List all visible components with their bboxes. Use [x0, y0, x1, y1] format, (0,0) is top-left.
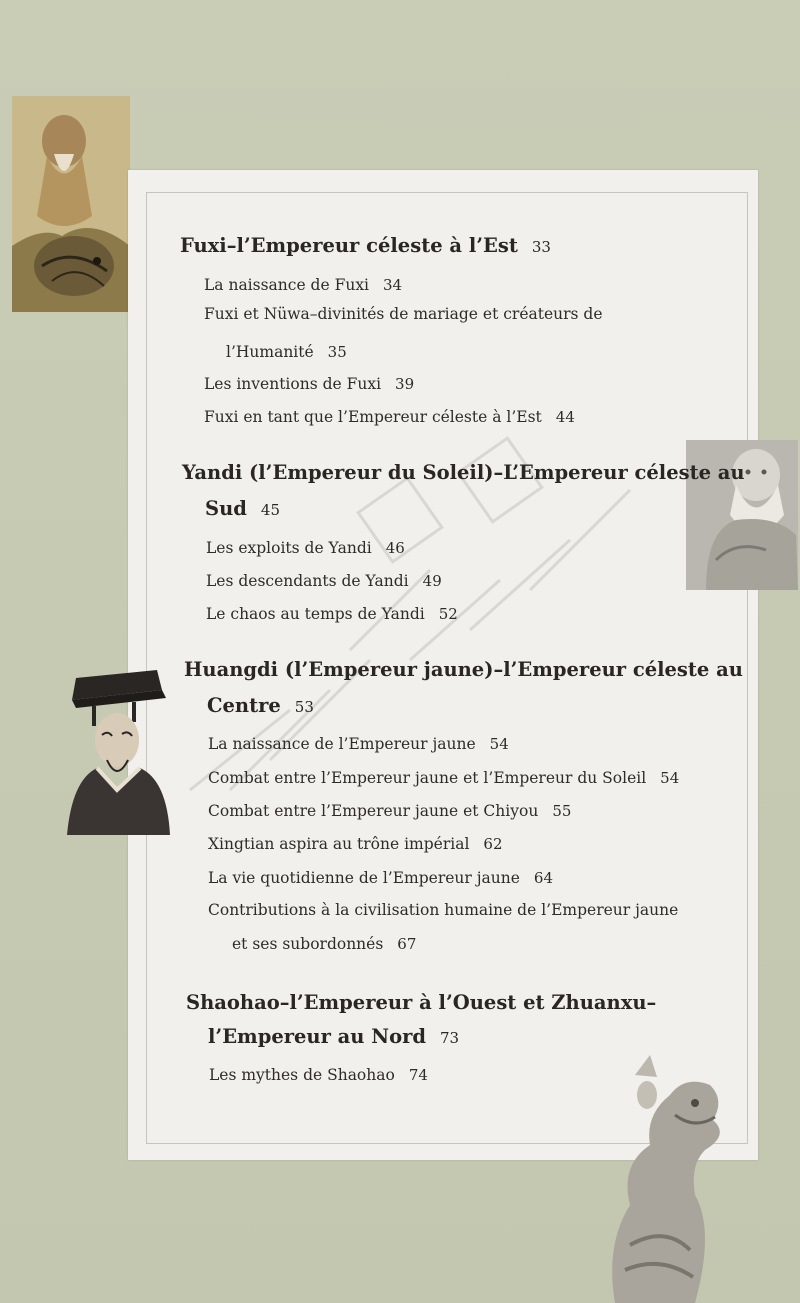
chapter-title-text: Sud: [205, 497, 247, 520]
toc-entry: [208, 767, 679, 789]
chapter-title: [186, 986, 656, 1020]
toc-entry-page-number: 67: [397, 935, 417, 953]
chapter-title-text: Yandi (l’Empereur du Soleil)–L’Empereur céleste au: [182, 461, 745, 484]
chapter-title: [182, 456, 745, 490]
toc-entry-text: Les mythes de Shaohao: [209, 1066, 395, 1084]
toc-entry-text: et ses subordonnés: [232, 935, 384, 953]
chapter-title-text: Fuxi–l’Empereur céleste à l’Est: [180, 234, 518, 257]
toc-entry-page-number: 74: [408, 1066, 428, 1084]
chapter-title: [180, 229, 551, 264]
toc-entry: [232, 933, 416, 955]
toc-entry: [204, 373, 414, 395]
toc-entry-text: Combat entre l’Empereur jaune et Chiyou: [208, 802, 539, 820]
toc-entry: [208, 800, 571, 822]
toc-entry-page-number: 44: [555, 408, 575, 426]
toc-entry: [209, 1064, 428, 1086]
chapter-page-number: 33: [531, 238, 551, 256]
chapter-title-text: Huangdi (l’Empereur jaune)–l’Empereur céleste au: [184, 658, 743, 681]
toc-entry-text: La naissance de l’Empereur jaune: [208, 735, 476, 753]
chapter-title: [208, 1020, 459, 1055]
toc-entry-text: Le chaos au temps de Yandi: [206, 605, 425, 623]
toc-entry-text: La vie quotidienne de l’Empereur jaune: [208, 869, 520, 887]
toc-entry: [206, 570, 442, 592]
toc-entry: [208, 899, 678, 921]
toc-entry-text: Combat entre l’Empereur jaune et l’Empereur du Soleil: [208, 769, 647, 787]
toc-entry-text: Fuxi en tant que l’Empereur céleste à l’Est: [204, 408, 542, 426]
toc-entry-page-number: 54: [489, 735, 509, 753]
chapter-page-number: 53: [294, 698, 314, 716]
chapter-title-text: Centre: [207, 694, 281, 717]
toc-entry-page-number: 64: [533, 869, 554, 887]
toc-entry-text: La naissance de Fuxi: [204, 276, 370, 294]
chapter-page-number: 73: [440, 1029, 460, 1047]
toc-entry: [226, 341, 347, 363]
toc-entry: [204, 303, 603, 325]
toc-entry-page-number: 34: [383, 276, 403, 294]
chapter-title: [207, 689, 314, 724]
toc-entry: [206, 603, 458, 625]
toc-entry-text: Contributions à la civilisation humaine de l’Empereur jaune: [208, 901, 679, 919]
toc-entry-page-number: 55: [552, 802, 572, 820]
chapter-title-text: l’Empereur au Nord: [208, 1025, 426, 1048]
toc-entry-page-number: 62: [483, 835, 503, 853]
toc-entry-page-number: 54: [660, 769, 680, 787]
toc-entry-page-number: 46: [385, 539, 405, 557]
toc-entry-text: Les descendants de Yandi: [206, 572, 409, 590]
toc-entry: [204, 406, 575, 428]
toc-entry-text: Les inventions de Fuxi: [204, 375, 382, 393]
chapter-title-text: Shaohao–l’Empereur à l’Ouest et Zhuanxu–: [186, 991, 657, 1014]
toc-entry-text: Xingtian aspira au trône impérial: [208, 835, 470, 853]
toc-entry-text: Fuxi et Nüwa–divinités de mariage et créateurs de: [204, 305, 603, 323]
toc-entry-page-number: 35: [327, 343, 347, 361]
toc-entry-page-number: 52: [438, 605, 458, 623]
toc-entry-text: l’Humanité: [226, 343, 314, 361]
chapter-title: [184, 653, 743, 687]
toc-entry: [208, 733, 509, 755]
chapter-title: [205, 492, 280, 527]
toc-entry: [204, 274, 402, 296]
toc-entry-page-number: 39: [395, 375, 415, 393]
toc-entry: [208, 867, 553, 889]
toc-entry-text: Les exploits de Yandi: [206, 539, 372, 557]
chapter-page-number: 45: [260, 501, 280, 519]
toc-entry-page-number: 49: [422, 572, 442, 590]
toc-entry: [208, 833, 503, 855]
toc-entry: [206, 537, 405, 559]
